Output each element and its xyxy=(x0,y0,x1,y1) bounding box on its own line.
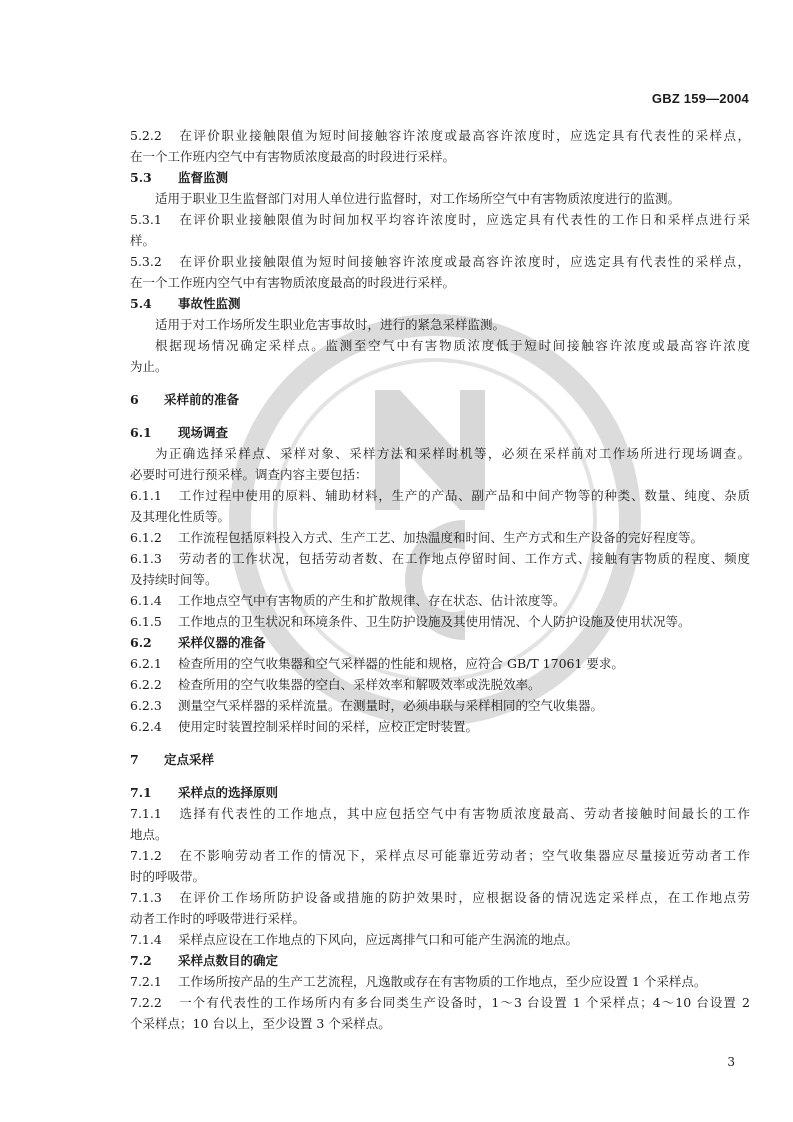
clause-number: 6.1.4 xyxy=(130,593,162,608)
clause-line xyxy=(130,971,750,992)
clause-text: 选择有代表性的工作地点，其中应包括空气中有害物质浓度最高、劳动者接触时间最长的工作 xyxy=(178,806,750,821)
clause-line xyxy=(130,695,750,716)
clause-number: 7.1.4 xyxy=(130,932,162,947)
chapter-heading xyxy=(130,389,750,410)
section-title: 采样点数目的确定 xyxy=(178,953,279,968)
clause-text: 在评价工作场所防护设备或措施的防护效果时，应根据设备的情况选定采样点，在工作地点劳 xyxy=(178,890,750,905)
clause-number: 6.2.2 xyxy=(130,677,162,692)
clause-line xyxy=(130,929,750,950)
section-spacer xyxy=(130,377,750,389)
clause-line xyxy=(130,611,750,632)
clause-text: 检查所用的空气收集器和空气采样器的性能和规格，应符合 GB/T 17061 要求。 xyxy=(178,656,624,671)
clause-number: 6.1.2 xyxy=(130,530,162,545)
section-spacer xyxy=(130,410,750,422)
paragraph-line: 适用于对工作场所发生职业危害事故时，进行的紧急采样监测。 xyxy=(155,317,506,332)
clause-line xyxy=(130,845,750,866)
clause-number: 6.2.3 xyxy=(130,698,162,713)
section-heading xyxy=(130,422,750,443)
clause-text: 采样点应设在工作地点的下风向，应远离排气口和可能产生涡流的地点。 xyxy=(178,932,579,947)
clause-line xyxy=(130,485,750,506)
chapter-number: 7 xyxy=(130,752,139,767)
clause-number: 6.2.4 xyxy=(130,719,162,734)
clause-number: 6.1.3 xyxy=(130,551,162,566)
section-number: 5.3 xyxy=(130,170,152,185)
clause-number: 6.1.5 xyxy=(130,614,162,629)
paragraph-line: 为止。 xyxy=(130,359,168,374)
clause-text: 在评价职业接触限值为时间加权平均容许浓度时，应选定具有代表性的工作日和采样点进行采 xyxy=(178,212,750,227)
clause-number: 7.2.1 xyxy=(130,974,162,989)
clause-text: 检查所用的空气收集器的空白、采样效率和解吸效率或洗脱效率。 xyxy=(178,677,541,692)
section-title: 采样点的选择原则 xyxy=(178,785,279,800)
section-number: 7.1 xyxy=(130,785,152,800)
chapter-title: 采样前的准备 xyxy=(164,392,240,407)
document-body xyxy=(130,125,750,1034)
clause-text: 测量空气采样器的采样流量。在测量时，必须串联与采样相同的空气收集器。 xyxy=(178,698,604,713)
clause-text: 在不影响劳动者工作的情况下，采样点尽可能靠近劳动者；空气收集器应尽量接近劳动者工作 xyxy=(178,848,750,863)
section-heading xyxy=(130,632,750,653)
chapter-number: 6 xyxy=(130,392,139,407)
paragraph-line: 必要时可进行预采样。调查内容主要包括： xyxy=(130,467,368,482)
section-title: 现场调查 xyxy=(178,425,229,440)
clause-text: 工作流程包括原料投入方式、生产工艺、加热温度和时间、生产方式和生产设备的完好程度等。 xyxy=(178,530,704,545)
chapter-title: 定点采样 xyxy=(164,752,215,767)
clause-text: 使用定时装置控制采样时间的采样，应校正定时装置。 xyxy=(178,719,479,734)
section-title: 事故性监测 xyxy=(178,296,241,311)
clause-number: 5.3.1 xyxy=(130,212,162,227)
clause-number: 7.2.2 xyxy=(130,995,162,1010)
clause-line: 在一个工作班内空气中有害物质浓度最高的时段进行采样。 xyxy=(130,149,456,164)
section-spacer xyxy=(130,770,750,782)
standard-code: GBZ 159—2004 xyxy=(651,91,749,106)
section-number: 6.2 xyxy=(130,635,152,650)
section-title: 采样仪器的准备 xyxy=(178,635,266,650)
clause-line xyxy=(130,653,750,674)
clause-text: 工作地点的卫生状况和环境条件、卫生防护设施及其使用情况、个人防护设施及使用状况等。 xyxy=(178,614,691,629)
clause-line: 在一个工作班内空气中有害物质浓度最高的时段进行采样。 xyxy=(130,275,456,290)
section-number: 5.4 xyxy=(130,296,152,311)
clause-line xyxy=(130,887,750,908)
clause-number: 7.1.3 xyxy=(130,890,162,905)
clause-text: 工作场所按产品的生产工艺流程，凡逸散或存在有害物质的工作地点，至少应设置 1 个采样点。 xyxy=(178,974,707,989)
clause-line xyxy=(130,674,750,695)
section-heading xyxy=(130,782,750,803)
clause-number: 7.1.1 xyxy=(130,806,162,821)
page-number: 3 xyxy=(727,1055,735,1069)
section-number: 7.2 xyxy=(130,953,152,968)
clause-line: 及其理化性质等。 xyxy=(130,509,231,524)
clause-number: 5.2.2 xyxy=(130,128,162,143)
clause-line xyxy=(130,527,750,548)
clause-line: 样。 xyxy=(130,233,156,248)
clause-line xyxy=(130,209,750,230)
clause-line xyxy=(130,251,750,272)
section-spacer xyxy=(130,737,750,749)
clause-number: 7.1.2 xyxy=(130,848,162,863)
clause-number: 6.1.1 xyxy=(130,488,162,503)
clause-line: 地点。 xyxy=(130,827,168,842)
section-heading xyxy=(130,293,750,314)
clause-text: 在评价职业接触限值为短时间接触容许浓度或最高容许浓度时，应选定具有代表性的采样点， xyxy=(178,254,750,269)
clause-text: 在评价职业接触限值为短时间接触容许浓度或最高容许浓度时，应选定具有代表性的采样点， xyxy=(178,128,750,143)
clause-line: 个采样点；10 台以上，至少设置 3 个采样点。 xyxy=(130,1016,391,1031)
chapter-heading xyxy=(130,749,750,770)
section-number: 6.1 xyxy=(130,425,152,440)
clause-text: 劳动者的工作状况，包括劳动者数、在工作地点停留时间、工作方式、接触有害物质的程度、频度 xyxy=(178,551,750,566)
clause-text: 工作地点空气中有害物质的产生和扩散规律、存在状态、估计浓度等。 xyxy=(178,593,566,608)
clause-text: 工作过程中使用的原料、辅助材料，生产的产品、副产品和中间产物等的种类、数量、纯度、杂质 xyxy=(178,488,750,503)
paragraph-line: 适用于职业卫生监督部门对用人单位进行监督时，对工作场所空气中有害物质浓度进行的监测。 xyxy=(155,191,681,206)
paragraph-line: 根据现场情况确定采样点。监测至空气中有害物质浓度低于短时间接触容许浓度或最高容许浓度 xyxy=(155,338,750,353)
clause-line xyxy=(130,803,750,824)
clause-line xyxy=(130,716,750,737)
clause-line xyxy=(130,992,750,1013)
section-heading xyxy=(130,167,750,188)
clause-line: 及持续时间等。 xyxy=(130,572,218,587)
clause-line: 时的呼吸带。 xyxy=(130,869,206,884)
clause-number: 6.2.1 xyxy=(130,656,162,671)
clause-text: 一个有代表性的工作场所内有多台同类生产设备时，1～3 台设置 1 个采样点；4～10 台设置 2 xyxy=(178,995,750,1010)
clause-line: 动者工作时的呼吸带进行采样。 xyxy=(130,911,306,926)
paragraph-line: 为正确选择采样点、采样对象、采样方法和采样时机等，必须在采样前对工作场所进行现场调查。 xyxy=(155,446,750,461)
clause-line xyxy=(130,125,750,146)
section-title: 监督监测 xyxy=(178,170,229,185)
clause-line xyxy=(130,590,750,611)
clause-number: 5.3.2 xyxy=(130,254,162,269)
section-heading xyxy=(130,950,750,971)
clause-line xyxy=(130,548,750,569)
